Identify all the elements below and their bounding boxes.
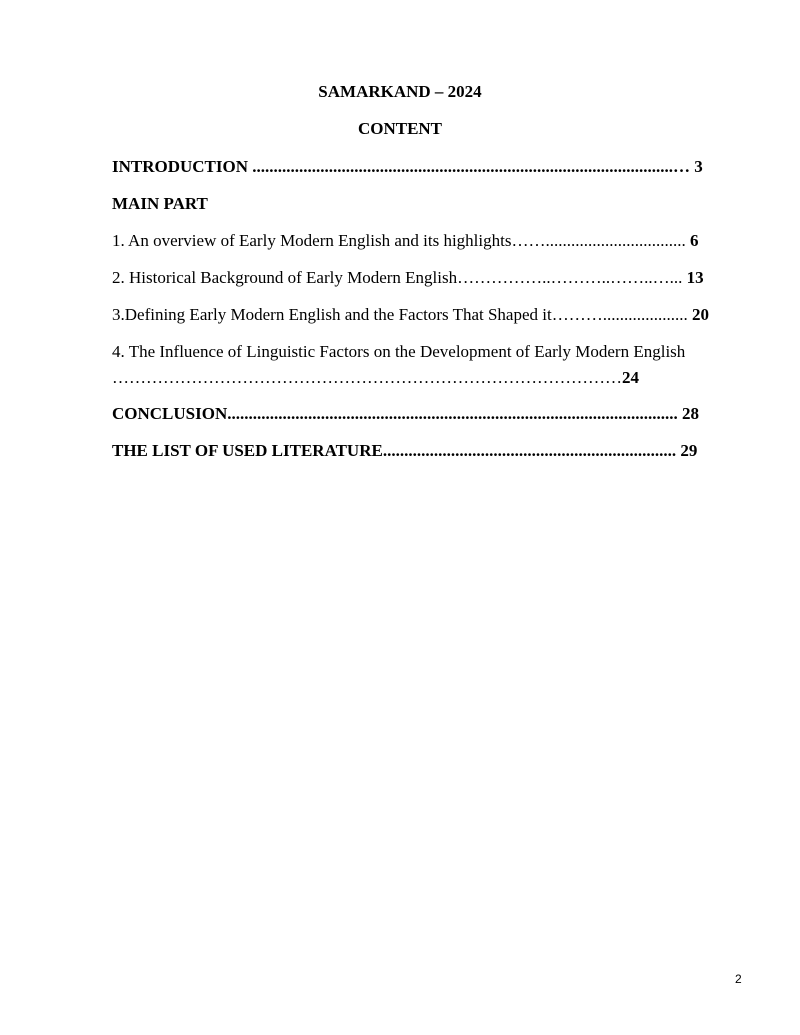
toc-entry-title: CONCLUSION (112, 404, 228, 423)
toc-entry-1 (112, 231, 744, 251)
toc-entry-title: 1. An overview of Early Modern English and its highlights (112, 231, 512, 250)
toc-entry-leader: .......................................................................................................... (227, 404, 678, 423)
toc-entry-2 (112, 268, 744, 288)
toc-entry-title: INTRODUCTION (112, 157, 249, 176)
toc-entry-introduction (112, 157, 744, 177)
toc-entry-leader: ……….................... (551, 305, 688, 324)
main-part-heading: MAIN PART (112, 194, 208, 213)
toc-entry-page: 6 (685, 231, 699, 250)
toc-entry-page: 29 (676, 441, 698, 460)
toc-entry-title: THE LIST OF USED LITERATURE (112, 441, 383, 460)
toc-entry-page: 3 (690, 157, 703, 176)
toc-entry-3 (112, 305, 744, 325)
toc-entry-4-title: 4. The Influence of Linguistic Factors on the Development of Early Modern English (112, 342, 686, 361)
toc-entry-page: 20 (687, 305, 709, 324)
toc-entry-leader: ……………..………..……..…... (457, 268, 683, 287)
toc-entry-4-leader-line (112, 368, 744, 388)
toc-entry-title: 3.Defining Early Modern English and the Factors That Shaped it (112, 305, 552, 324)
toc-entry-title: 2. Historical Background of Early Modern English (112, 268, 458, 287)
toc-entry-leader: ……................................. (511, 231, 686, 250)
toc-entry-leader: ..................................................................... (382, 441, 677, 460)
toc-entry-leader: ……………………………………………………………………………… (112, 368, 622, 387)
toc-entry-leader: ...................................................................................................… (248, 157, 691, 176)
toc-entry-page: 24 (622, 368, 639, 387)
toc-entry-page: 13 (682, 268, 704, 287)
place-year-heading: SAMARKAND – 2024 (318, 82, 482, 101)
page-number: 2 (735, 972, 742, 986)
toc-entry-literature (112, 441, 744, 461)
content-title: CONTENT (357, 119, 443, 138)
toc-entry-conclusion (112, 404, 744, 424)
toc-entry-page: 28 (677, 404, 699, 423)
